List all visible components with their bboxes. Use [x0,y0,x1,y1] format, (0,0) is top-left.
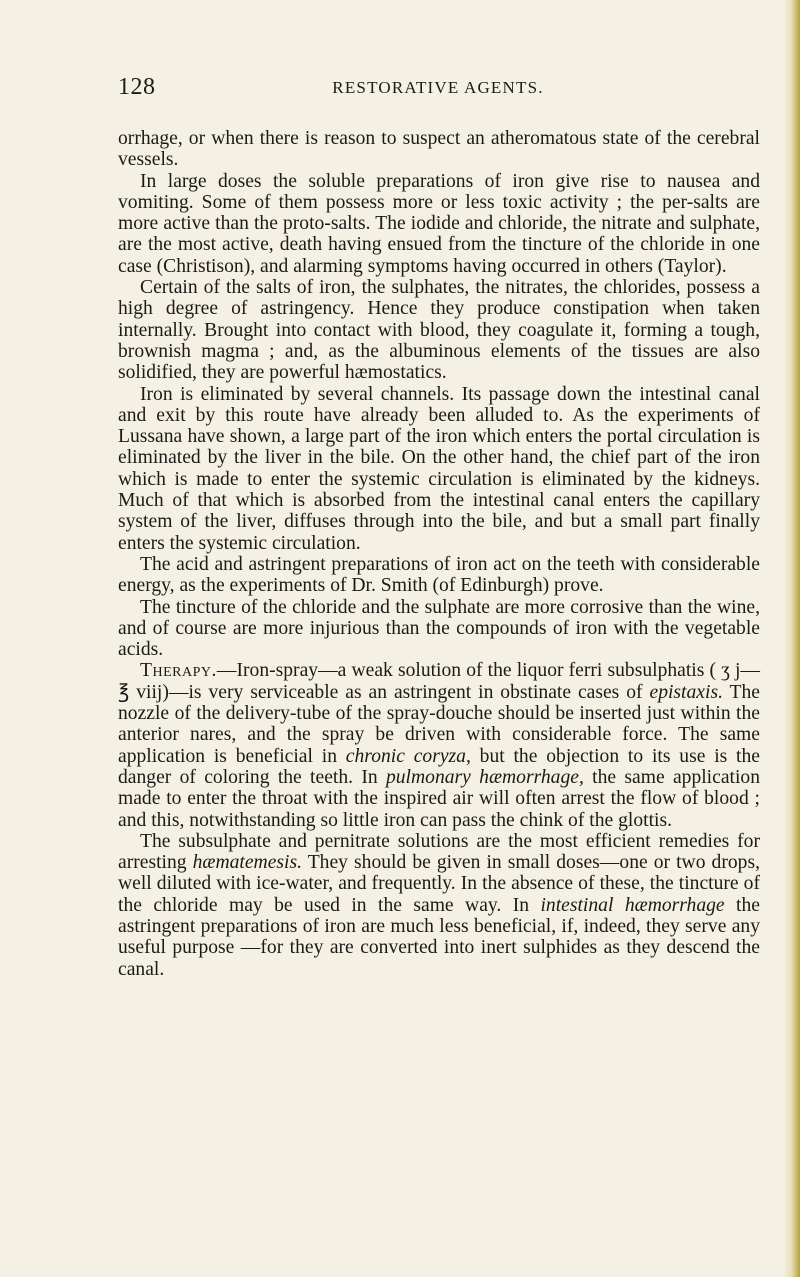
paragraph-6: The tincture of the chloride and the sulphate are more corrosive than the wine, and of course are more injurious than the compounds of iron with the vegetable acids. [118,596,760,661]
term-haematemesis: hæmatemesis. [192,852,303,874]
p8-text-b: They should be given in small doses—one or two drops, well diluted with ice-water, and frequently. In the absence of these, the tincture of the chloride may be used in the same way. In [118,852,761,916]
paragraph-3: Certain of the salts of iron, the sulphates, the nitrates, the chlorides, possess a high degree of astringency. Hence they produce constipation when taken internally. Brought into contact with blood, they coagulate it, forming a tough, brownish magma ; and, as the albuminous elements of the tissues are also solidified, they are powerful hæmostatics. [118,277,760,384]
paragraph-2: In large doses the soluble preparations of iron give rise to nausea and vomiting. Some of them possess more or less toxic activity ; the per-salts are more active than the proto-salts. The iodide and chloride, the nitrate and sulphate, are the most active, death having ensued from the tincture of the chloride in one case (Christison), and alarming symptoms having occurred in others (Taylor). [118,170,760,277]
body-text [118,128,760,980]
term-epistaxis: epistaxis. [649,681,723,703]
paragraph-1: orrhage, or when there is reason to suspect an atheromatous state of the cerebral vessels. [118,128,760,171]
therapy-text-d: the same application made to enter the throat with the inspired air will often arrest the flow of blood ; and this, notwithstanding so little iron can pass the chink of the glottis. [118,766,760,831]
paragraph-4: Iron is eliminated by several channels. Its passage down the intestinal canal and exit by this route have already been alluded to. As the experiments of Lussana have shown, a large part of the iron which enters the portal circulation is eliminated by the liver in the bile. On the other hand, the chief part of the iron which is made to enter the systemic circulation is eliminated by the kidneys. Much of that which is absorbed from the intestinal canal enters the capillary system of the liver, diffuses through into the bile, and but a small part finally enters the systemic circulation. [118,383,760,554]
paragraph-8 [118,831,760,980]
page-number: 128 [118,74,156,100]
therapy-heading: Therapy. [140,660,217,682]
p8-text-a: The subsulphate and pernitrate solutions are the most efficient remedies for arresting [118,830,760,874]
term-pulmonary-haemorrhage: pulmonary hæmorrhage, [385,766,584,788]
paragraph-therapy [118,660,760,830]
term-intestinal-haemorrhage: intestinal hæmorrhage [540,894,725,916]
page-edge [784,0,800,1277]
running-head: RESTORATIVE AGENTS. [332,78,544,97]
paragraph-5: The acid and astringent preparations of iron act on the teeth with considerable energy, as the experiments of Dr. Smith (of Edinburgh) prove. [118,553,760,597]
page-header [118,74,758,108]
therapy-text-c: but the objection to its use is the danger of coloring the teeth. In [118,745,760,788]
p8-text-c: the astringent preparations of iron are much less beneficial, if, indeed, they serve any useful purpose —for they are converted into inert sulphides as they descend the canal. [118,894,760,980]
term-chronic-coryza: chronic coryza, [345,745,471,767]
therapy-text-a: —Iron-spray—a weak solution of the liquor ferri subsulphatis ( ʒ j— ℥ viij)—is very serviceable as an astringent in obstinate cases of [118,660,760,703]
therapy-text-b: The nozzle of the delivery-tube of the spray-douche should be inserted just within the anterior nares, and the spray be driven with considerable force. The same application is beneficial in [118,681,761,767]
